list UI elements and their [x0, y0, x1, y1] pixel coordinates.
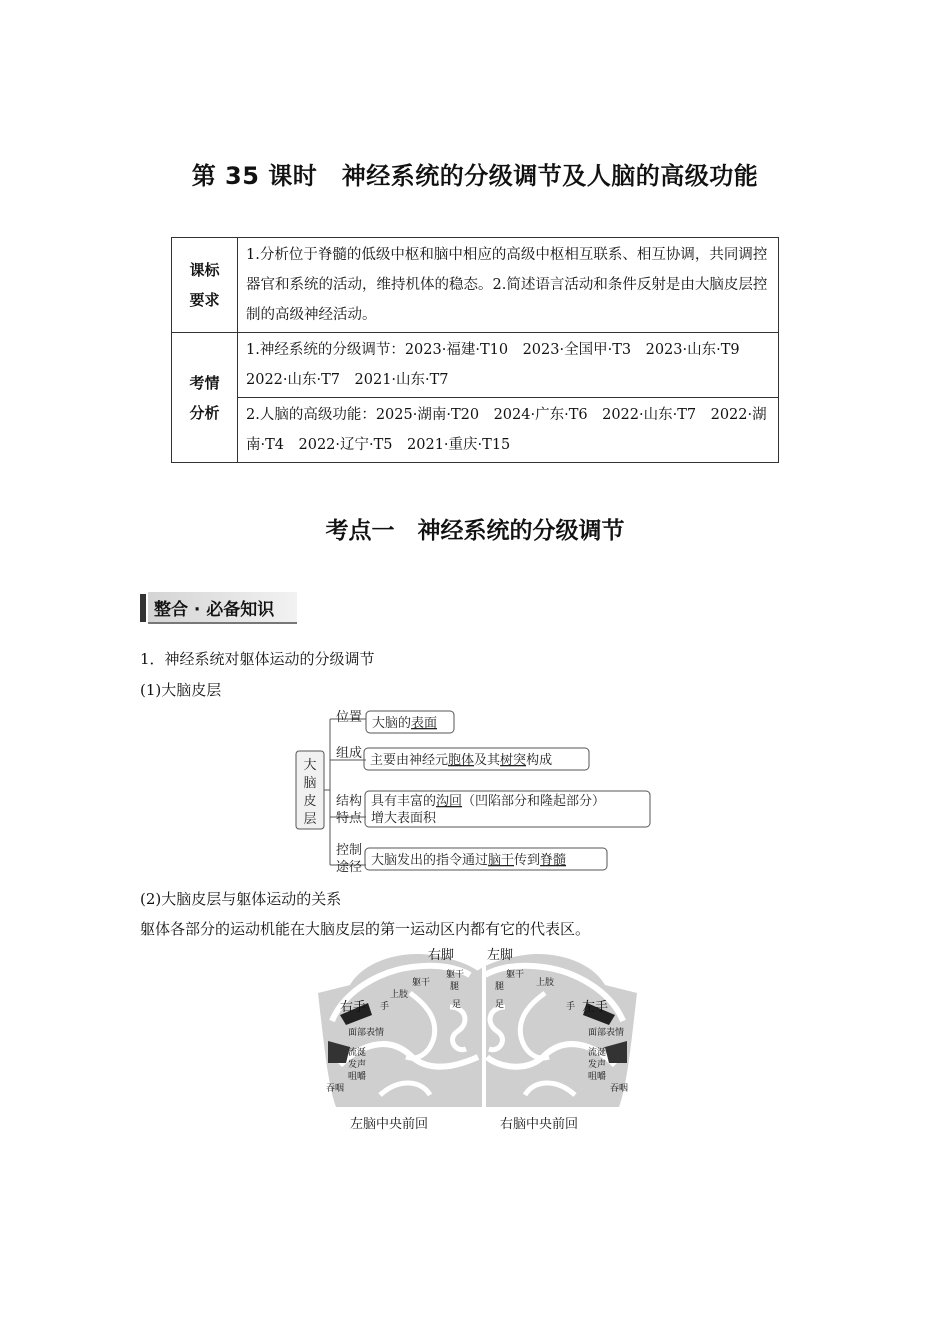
label-parts-left-8: 流涎 [348, 1048, 367, 1058]
label-left-hand: 左手 [582, 1000, 609, 1015]
branch-content-position: 大脑的表面 [372, 716, 438, 731]
label-parts-right-5: 手 [566, 1002, 576, 1012]
label-parts-left-11: 吞咽 [326, 1084, 345, 1094]
branch-content-structure-2: 增大表面积 [371, 811, 437, 826]
analysis-content-1: 1.神经系统的分级调节：2023·福建·T10 2023·全国甲·T3 2023·山东·T9 2022·山东·T7 2021·山东·T7 [238, 333, 779, 398]
label-parts-right-7: 流涎 [588, 1048, 607, 1058]
requirements-table [171, 237, 779, 463]
requirement-content: 1.分析位于脊髓的低级中枢和脑中相应的高级中枢相互联系、相互协调，共同调控器官和系统的活动，维持机体的稳态。2.简述语言活动和条件反射是由大脑皮层控制的高级神经活动。 [238, 238, 779, 333]
cortex-root-3: 皮 [303, 794, 317, 809]
branch-content-control: 大脑发出的指令通过脑干传到脊髓 [371, 853, 567, 868]
branch-content-structure-1: 具有丰富的沟回（凹陷部分和隆起部分） [371, 794, 606, 809]
label-parts-left-3: 躯干 [446, 970, 465, 980]
label-parts-right-10: 吞咽 [610, 1084, 629, 1094]
branch-label-control-1: 控制 [336, 843, 363, 858]
section-banner [140, 592, 297, 624]
label-parts-right-2: 上肢 [536, 978, 555, 988]
label-parts-left-5: 足 [452, 1000, 462, 1010]
cortex-root-2: 脑 [303, 776, 317, 791]
branch-label-position: 位置 [336, 710, 363, 725]
label-parts-right-3: 腿 [495, 982, 505, 992]
branch-label-composition: 组成 [336, 746, 363, 761]
relation-text: 躯体各部分的运动机能在大脑皮层的第一运动区内都有它的代表区。 [140, 920, 591, 938]
label-right-hand: 右手 [340, 1000, 367, 1015]
label-parts-right-1: 躯干 [506, 970, 525, 980]
label-parts-left-1: 上肢 [390, 990, 409, 1000]
analysis-label: 考情分析 [172, 333, 238, 463]
subheading-cortex: (1)大脑皮层 [140, 681, 222, 699]
label-parts-right-8: 发声 [588, 1060, 607, 1070]
label-right-foot: 右脚 [428, 948, 455, 963]
motor-cortex-figure [310, 945, 645, 1140]
label-left-foot: 左脚 [487, 948, 514, 963]
lesson-title: 第 35 课时 神经系统的分级调节及人脑的高级功能 [191, 162, 759, 190]
label-parts-left-9: 发声 [348, 1060, 367, 1070]
label-parts-right-4: 足 [495, 1000, 505, 1010]
caption-left-brain: 左脑中央前回 [350, 1117, 429, 1132]
branch-label-control-2: 途径 [336, 860, 363, 875]
label-parts-left-4: 腿 [450, 982, 460, 992]
branch-content-composition: 主要由神经元胞体及其树突构成 [370, 753, 553, 768]
cortex-root-4: 层 [303, 812, 317, 827]
section-title: 考点一 神经系统的分级调节 [325, 518, 625, 544]
branch-label-structure-1: 结构 [336, 794, 363, 809]
banner-label: 整合 · 必备知识 [154, 600, 275, 620]
analysis-content-2: 2.人脑的高级功能：2025·湖南·T20 2024·广东·T6 2022·山东·T7 2022·湖南·T4 2022·辽宁·T5 2021·重庆·T15 [238, 398, 779, 463]
requirement-label: 课标要求 [172, 238, 238, 333]
item-heading: 1．神经系统对躯体运动的分级调节 [140, 650, 375, 668]
subheading-relation: (2)大脑皮层与躯体运动的关系 [140, 890, 342, 908]
branch-label-structure-2: 特点 [336, 811, 363, 826]
cortex-root-1: 大 [303, 758, 317, 773]
label-parts-right-9: 咀嚼 [588, 1072, 607, 1082]
label-parts-left-7: 面部表情 [348, 1028, 385, 1038]
label-parts-left-10: 咀嚼 [348, 1072, 367, 1082]
caption-right-brain: 右脑中央前回 [500, 1117, 579, 1132]
cortex-diagram [290, 705, 662, 877]
label-parts-left-2: 躯干 [412, 978, 431, 988]
label-parts-left-6: 手 [380, 1002, 390, 1012]
label-parts-right-6: 面部表情 [588, 1028, 625, 1038]
